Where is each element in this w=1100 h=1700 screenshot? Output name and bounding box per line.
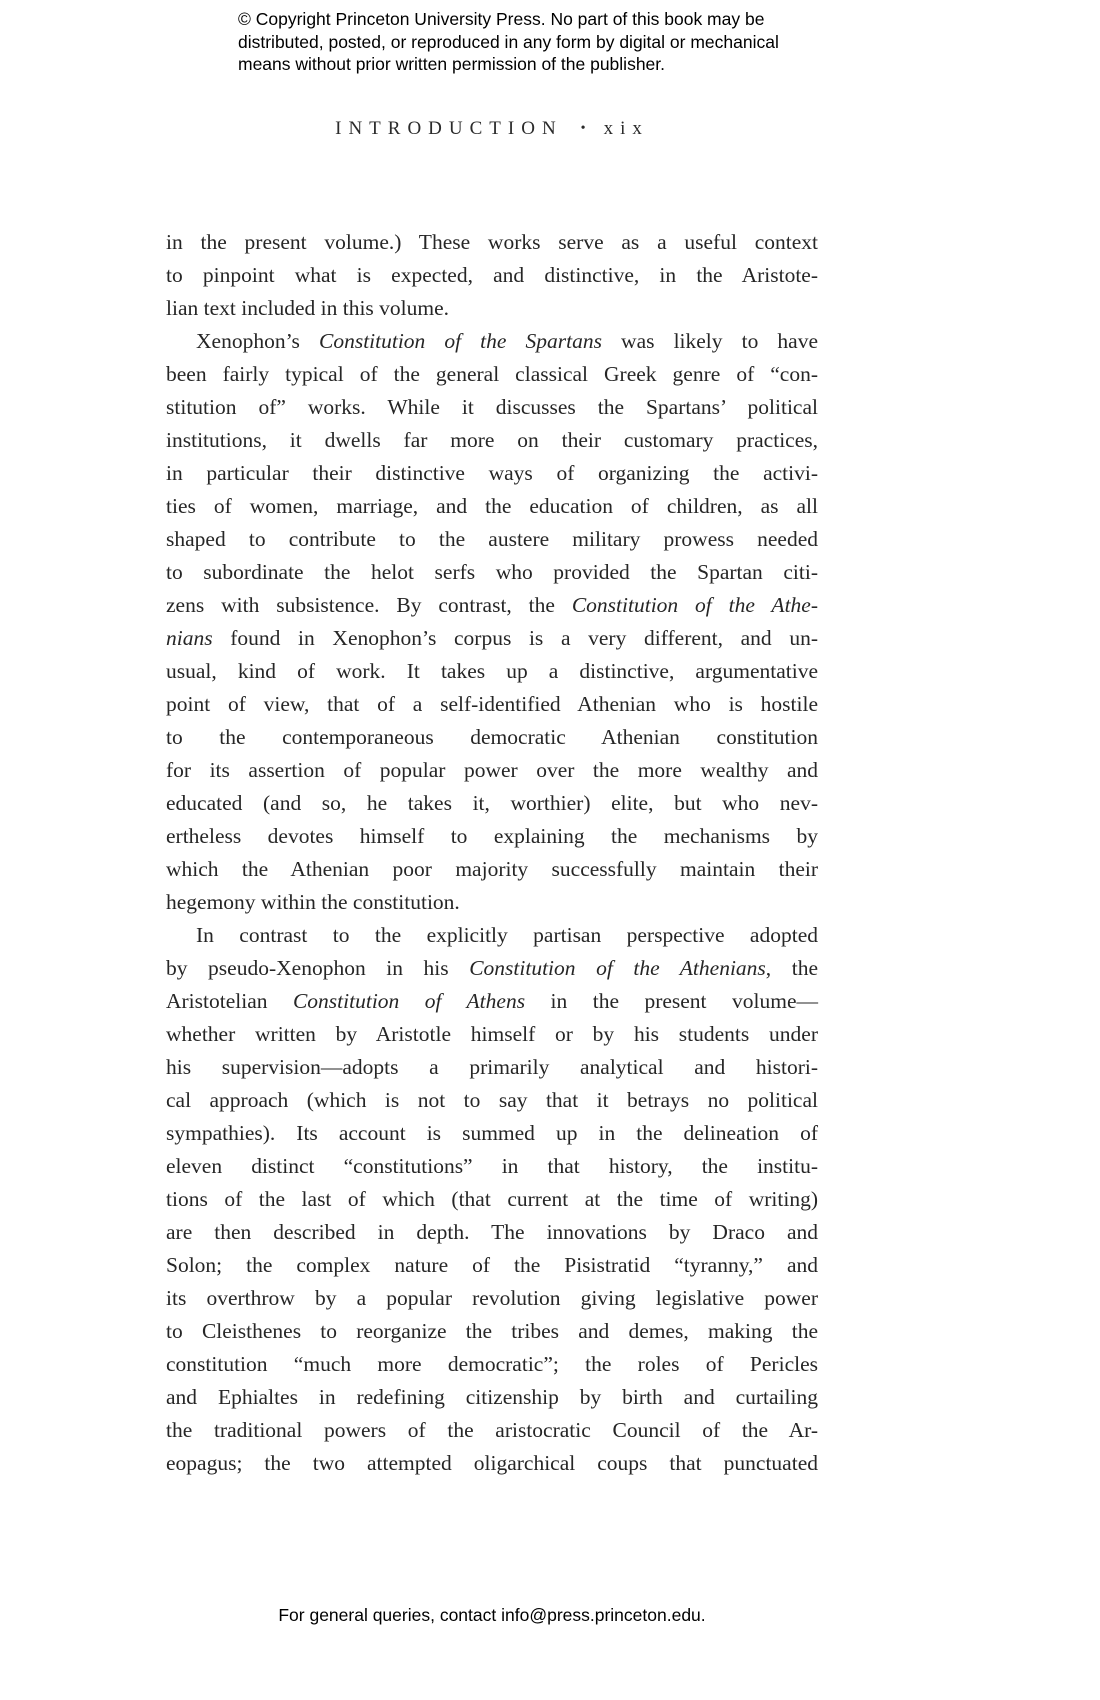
body-line: been fairly typical of the general classical Greek genre of “con- bbox=[166, 362, 818, 386]
body-line: tions of the last of which (that current at the time of writing) bbox=[166, 1187, 818, 1211]
body-line: stitution of” works. While it discusses the Spartans’ political bbox=[166, 395, 818, 419]
body-line: to subordinate the helot serfs who provided the Spartan citi- bbox=[166, 560, 818, 584]
body-line: eopagus; the two attempted oligarchical coups that punctuated bbox=[166, 1451, 818, 1475]
body-line: which the Athenian poor majority successfully maintain their bbox=[166, 857, 818, 881]
body-line: by pseudo-Xenophon in his Constitution of the Athenians, the bbox=[166, 956, 818, 980]
body-line: Solon; the complex nature of the Pisistratid “tyranny,” and bbox=[166, 1253, 818, 1277]
body-line: sympathies). Its account is summed up in the delineation of bbox=[166, 1121, 818, 1145]
body-line: zens with subsistence. By contrast, the Constitution of the Athe- bbox=[166, 593, 818, 617]
body-line: ties of women, marriage, and the education of children, as all bbox=[166, 494, 818, 518]
body-line: to Cleisthenes to reorganize the tribes and demes, making the bbox=[166, 1319, 818, 1343]
body-line: institutions, it dwells far more on their customary practices, bbox=[166, 428, 818, 452]
body-line: to the contemporaneous democratic Athenian constitution bbox=[166, 725, 818, 749]
body-line: Aristotelian Constitution of Athens in the present volume— bbox=[166, 989, 818, 1013]
body-line: to pinpoint what is expected, and distinctive, in the Aristote- bbox=[166, 263, 818, 287]
body-line: whether written by Aristotle himself or by his students under bbox=[166, 1022, 818, 1046]
body-line: nians found in Xenophon’s corpus is a very different, and un- bbox=[166, 626, 818, 650]
body-line: ertheless devotes himself to explaining the mechanisms by bbox=[166, 824, 818, 848]
body-line: shaped to contribute to the austere military prowess needed bbox=[166, 527, 818, 551]
body-line: eleven distinct “constitutions” in that history, the institu- bbox=[166, 1154, 818, 1178]
copyright-line: means without prior written permission of the publisher. bbox=[238, 54, 666, 74]
body-line: for its assertion of popular power over the more wealthy and bbox=[166, 758, 818, 782]
body-line: cal approach (which is not to say that it betrays no political bbox=[166, 1088, 818, 1112]
body-line: are then described in depth. The innovations by Draco and bbox=[166, 1220, 818, 1244]
body-line: in particular their distinctive ways of organizing the activi- bbox=[166, 461, 818, 485]
running-head-section: INTRODUCTION bbox=[335, 118, 563, 139]
body-line: lian text included in this volume. bbox=[166, 296, 450, 320]
body-line: and Ephialtes in redefining citizenship by birth and curtailing bbox=[166, 1385, 818, 1409]
body-line: point of view, that of a self-identified Athenian who is hostile bbox=[166, 692, 818, 716]
body-line: Xenophon’s Constitution of the Spartans was likely to have bbox=[196, 329, 818, 353]
body-text bbox=[166, 226, 818, 1480]
running-head-page-number: xix bbox=[603, 118, 649, 139]
body-line: the traditional powers of the aristocratic Council of the Ar- bbox=[166, 1418, 818, 1442]
running-head bbox=[166, 118, 818, 140]
copyright-notice bbox=[238, 8, 779, 76]
copyright-line: © Copyright Princeton University Press. No part of this book may be bbox=[238, 9, 765, 29]
footer-note: For general queries, contact info@press.princeton.edu. bbox=[278, 1605, 706, 1625]
body-line: educated (and so, he takes it, worthier) elite, but who nev- bbox=[166, 791, 818, 815]
body-line: usual, kind of work. It takes up a distinctive, argumentative bbox=[166, 659, 818, 683]
running-head-separator-dot: • bbox=[580, 121, 586, 136]
body-line: constitution “much more democratic”; the roles of Pericles bbox=[166, 1352, 818, 1376]
body-line: In contrast to the explicitly partisan perspective adopted bbox=[196, 923, 818, 947]
body-line: his supervision—adopts a primarily analytical and histori- bbox=[166, 1055, 818, 1079]
body-line: hegemony within the constitution. bbox=[166, 890, 460, 914]
copyright-line: distributed, posted, or reproduced in any form by digital or mechanical bbox=[238, 31, 779, 52]
body-line: in the present volume.) These works serve as a useful context bbox=[166, 230, 818, 254]
body-line: its overthrow by a popular revolution giving legislative power bbox=[166, 1286, 818, 1310]
